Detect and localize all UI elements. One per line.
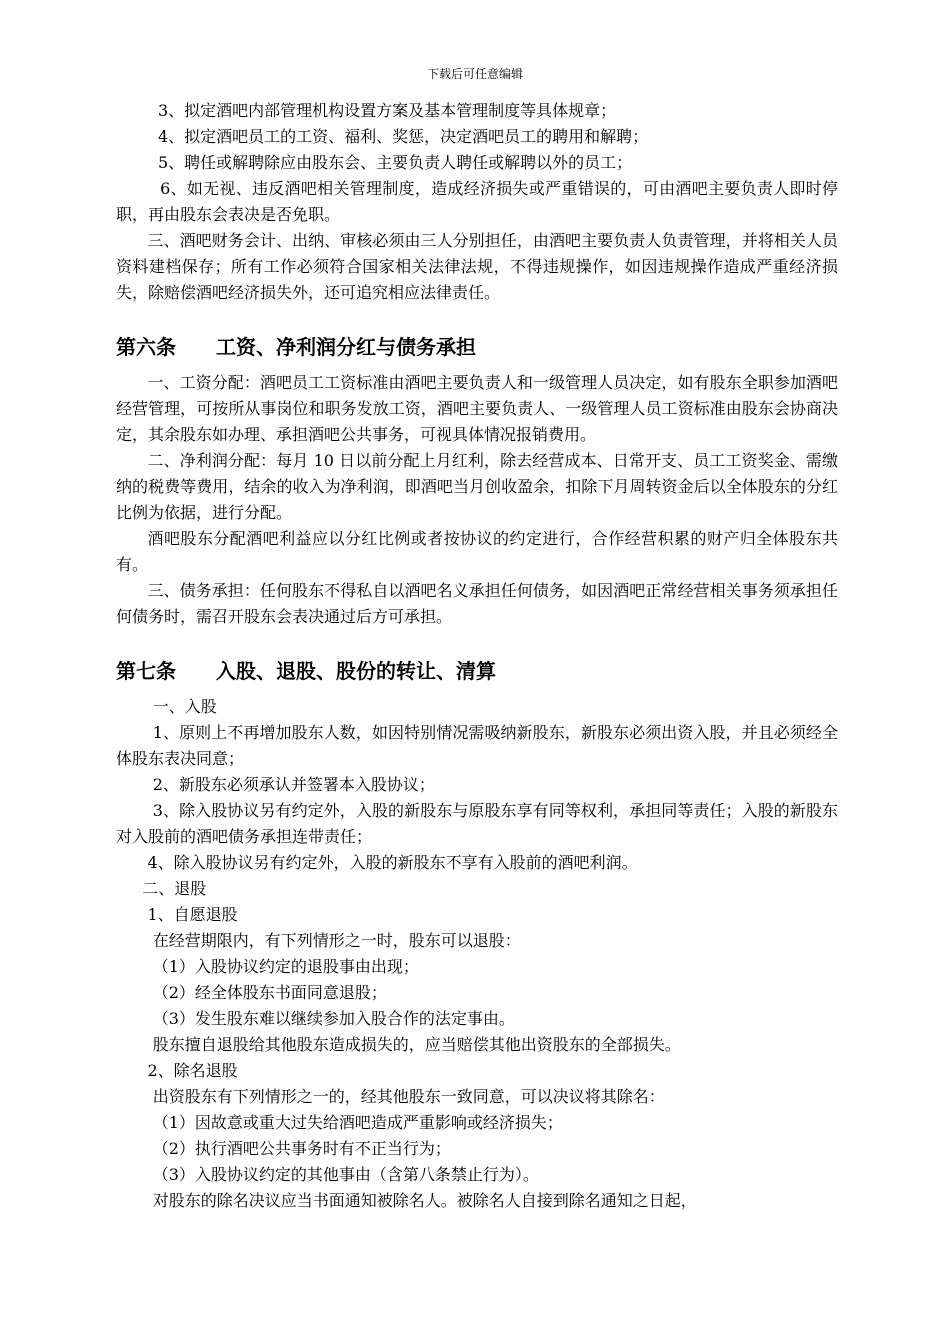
- paragraph: 4、除入股协议另有约定外，入股的新股东不享有入股前的酒吧利润。: [147, 853, 638, 872]
- paragraph: （3）发生股东难以继续参加入股合作的法定事由。: [152, 1009, 515, 1028]
- paragraph: 1、自愿退股: [147, 905, 238, 924]
- paragraph: 在经营期限内，有下列情形之一时，股东可以退股：: [152, 931, 521, 950]
- paragraph: （2）经全体股东书面同意退股；: [152, 983, 387, 1002]
- paragraph: 三、债务承担：任何股东不得私自以酒吧名义承担任何债务，如因酒吧正常经营相关事务须承担任何债务时，需召开股东会表决通过后方可承担。: [116, 581, 838, 626]
- paragraph: （1）因故意或重大过失给酒吧造成严重影响或经济损失；: [152, 1113, 563, 1132]
- paragraph: 股东擅自退股给其他股东造成损失的，应当赔偿其他出资股东的全部损失。: [152, 1035, 681, 1054]
- paragraph: 三、酒吧财务会计、出纳、审核必须由三人分别担任，由酒吧主要负责人负责管理，并将相关人员资料建档保存；所有工作必须符合国家相关法律法规，不得违规操作，如因违规操作造成严重经济损失，除赔偿酒吧经济损失外，还可追究相应法律责任。: [116, 231, 838, 302]
- paragraph: 6、如无视、违反酒吧相关管理制度，造成经济损失或严重错误的，可由酒吧主要负责人即时停职，再由股东会表决是否免职。: [116, 179, 838, 224]
- section-spacer: [116, 630, 838, 656]
- paragraph: （2）执行酒吧公共事务时有不正当行为；: [152, 1139, 451, 1158]
- paragraph: 二、退股: [142, 879, 207, 898]
- section-heading: 第六条 工资、净利润分红与债务承担: [116, 335, 476, 359]
- section-spacer: [116, 306, 838, 332]
- paragraph: 3、除入股协议另有约定外，入股的新股东与原股东享有同等权利，承担同等责任；入股的新股东对入股前的酒吧债务承担连带责任；: [116, 801, 838, 846]
- section-heading: 第七条 入股、退股、股份的转让、清算: [116, 659, 496, 683]
- paragraph: 2、除名退股: [147, 1061, 238, 1080]
- paragraph: 4、拟定酒吧员工的工资、福利、奖惩，决定酒吧员工的聘用和解聘；: [158, 127, 649, 146]
- paragraph: 出资股东有下列情形之一的，经其他股东一致同意，可以决议将其除名：: [152, 1087, 665, 1106]
- paragraph: 一、入股: [152, 697, 217, 716]
- paragraph: 3、拟定酒吧内部管理机构设置方案及基本管理制度等具体规章；: [158, 101, 617, 120]
- paragraph: 酒吧股东分配酒吧利益应以分红比例或者按协议的约定进行，合作经营积累的财产归全体股东共有。: [116, 529, 838, 574]
- paragraph: （3）入股协议约定的其他事由（含第八条禁止行为）。: [152, 1165, 539, 1184]
- paragraph: 2、新股东必须承认并签署本入股协议；: [152, 775, 435, 794]
- paragraph: 二、净利润分配：每月 10 日以前分配上月红利，除去经营成本、日常开支、员工工资奖金、需缴纳的税费等费用，结余的收入为净利润，即酒吧当月创收盈余，扣除下月周转资金后以全体股东的分红比例为依据，进行分配。: [116, 451, 838, 522]
- paragraph: 1、原则上不再增加股东人数，如因特别情况需吸纳新股东，新股东必须出资入股，并且必须经全体股东表决同意；: [116, 723, 838, 768]
- document-body: [116, 98, 838, 1214]
- paragraph: 一、工资分配：酒吧员工工资标准由酒吧主要负责人和一级管理人员决定，如有股东全职参加酒吧经营管理，可按所从事岗位和职务发放工资，酒吧主要负责人、一级管理人员工资标准由股东会协商决定，其余股东如办理、承担酒吧公共事务，可视具体情况报销费用。: [116, 373, 838, 444]
- page-header: 下载后可任意编辑: [426, 67, 523, 81]
- paragraph: 对股东的除名决议应当书面通知被除名人。被除名人自接到除名通知之日起，: [152, 1191, 697, 1210]
- paragraph: （1）入股协议约定的退股事由出现；: [152, 957, 419, 976]
- paragraph: 5、聘任或解聘除应由股东会、主要负责人聘任或解聘以外的员工；: [158, 153, 633, 172]
